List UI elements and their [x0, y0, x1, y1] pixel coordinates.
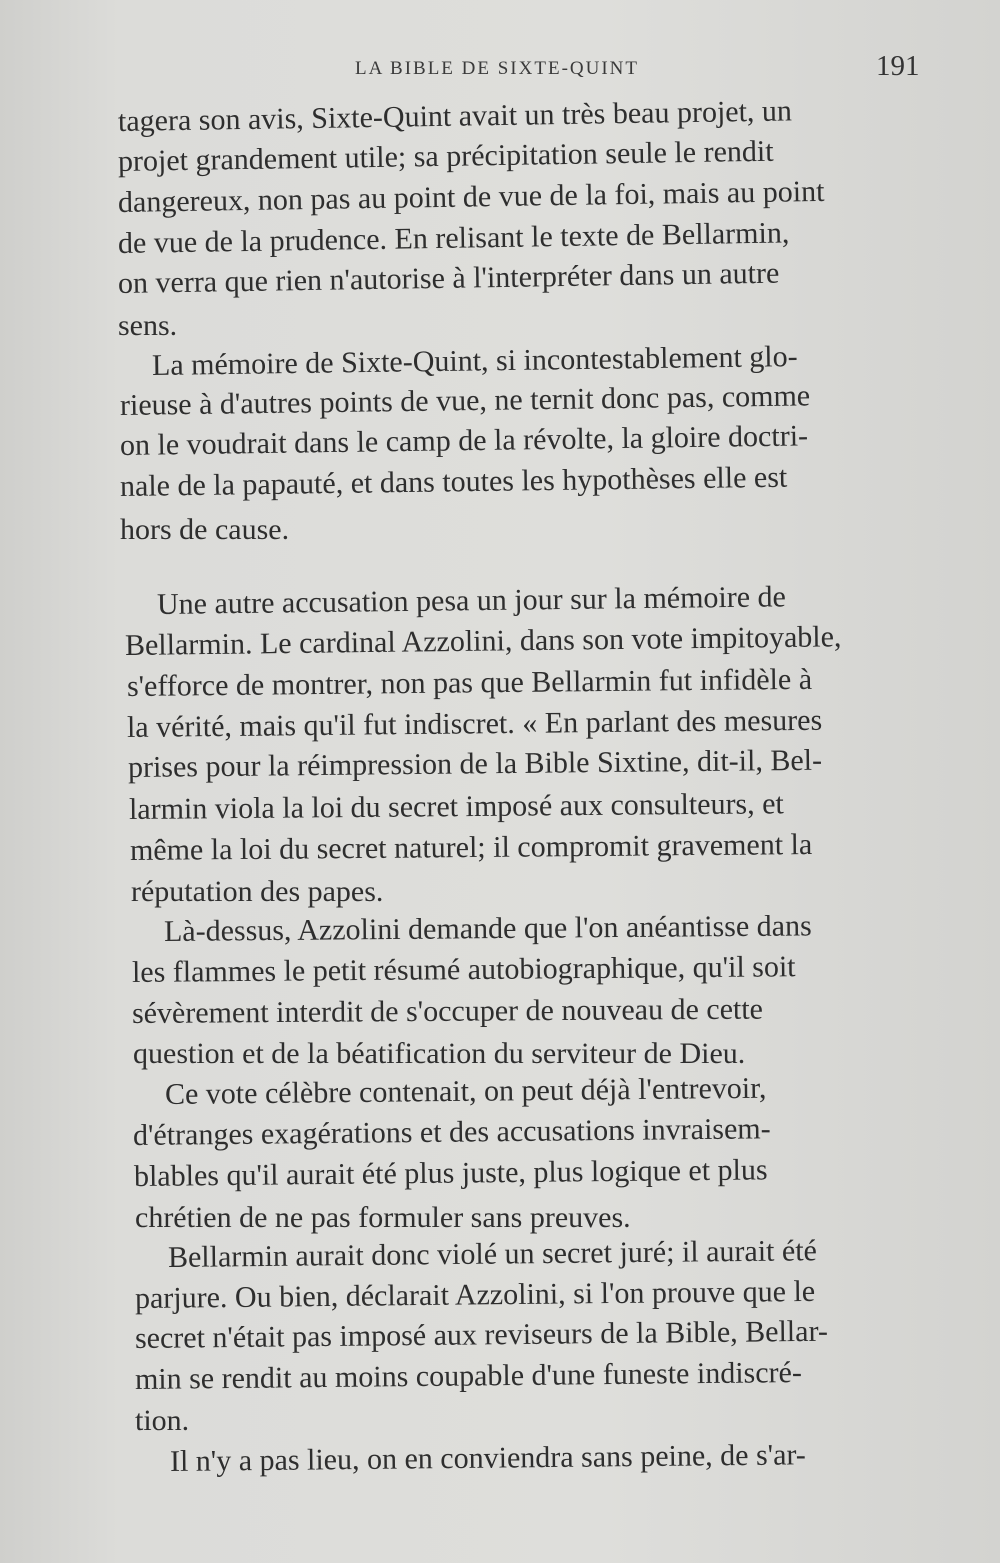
- text-line: hors de cause.: [120, 513, 290, 546]
- text-line: tion.: [135, 1404, 190, 1437]
- text-line: on le voudrait dans le camp de la révolte, la gloire doctri-: [119, 419, 809, 462]
- page-header: [0, 50, 1000, 90]
- text-line: même la loi du secret naturel; il compromit gravement la: [129, 828, 813, 867]
- text-line: Ce vote célèbre contenait, on peut déjà l'entrevoir,: [164, 1071, 767, 1111]
- text-line: dangereux, non pas au point de vue de la foi, mais au point: [117, 174, 825, 219]
- text-line: Là-dessus, Azzolini demande que l'on anéantisse dans: [163, 909, 812, 948]
- text-line: tagera son avis, Sixte-Quint avait un très beau projet, un: [117, 94, 793, 138]
- text-line: La mémoire de Sixte-Quint, si incontestablement glo-: [151, 339, 798, 382]
- text-line: Bellarmin. Le cardinal Azzolini, dans son vote impitoyable,: [124, 620, 842, 662]
- text-line: blables qu'il aurait été plus juste, plus logique et plus: [133, 1153, 768, 1193]
- text-line: chrétien de ne pas formuler sans preuves.: [135, 1201, 631, 1234]
- text-line: Il n'y a pas lieu, on en conviendra sans peine, de s'ar-: [169, 1438, 806, 1478]
- text-line: s'efforce de montrer, non pas que Bellarmin fut infidèle à: [126, 662, 813, 703]
- text-line: de vue de la prudence. En relisant le texte de Bellarmin,: [117, 216, 790, 260]
- text-line: les flammes le petit résumé autobiographique, qu'il soit: [131, 950, 796, 989]
- page-number: 191: [876, 50, 920, 82]
- text-line: nale de la papauté, et dans toutes les hypothèses elle est: [119, 460, 788, 503]
- text-line: secret n'était pas imposé aux reviseurs de la Bible, Bellar-: [134, 1314, 829, 1355]
- text-line: Une autre accusation pesa un jour sur la mémoire de: [156, 580, 787, 621]
- text-line: Bellarmin aurait donc violé un secret juré; il aurait été: [167, 1234, 818, 1274]
- text-line: réputation des papes.: [131, 875, 384, 908]
- text-line: on verra que rien n'autorise à l'interpréter dans un autre: [117, 256, 780, 300]
- text-line: la vérité, mais qu'il fut indiscret. « En parlant des mesures: [126, 703, 823, 744]
- text-line: sévèrement interdit de s'occuper de nouveau de cette: [131, 992, 764, 1030]
- running-title: LA BIBLE DE SIXTE-QUINT: [355, 58, 639, 79]
- text-line: projet grandement utile; sa précipitation seule le rendit: [117, 134, 774, 178]
- text-line: question et de la béatification du serviteur de Dieu.: [133, 1037, 746, 1070]
- text-line: larmin viola la loi du secret imposé aux consulteurs, et: [128, 787, 784, 826]
- text-line: rieuse à d'autres points de vue, ne ternit donc pas, comme: [119, 379, 811, 422]
- text-line: parjure. Ou bien, déclarait Azzolini, si l'on prouve que le: [134, 1274, 816, 1315]
- text-line: min se rendit au moins coupable d'une funeste indiscré-: [134, 1356, 803, 1396]
- text-line: sens.: [118, 309, 178, 342]
- text-line: d'étranges exagérations et des accusations invraisem-: [132, 1112, 771, 1152]
- text-line: prises pour la réimpression de la Bible Sixtine, dit-il, Bel-: [127, 743, 823, 784]
